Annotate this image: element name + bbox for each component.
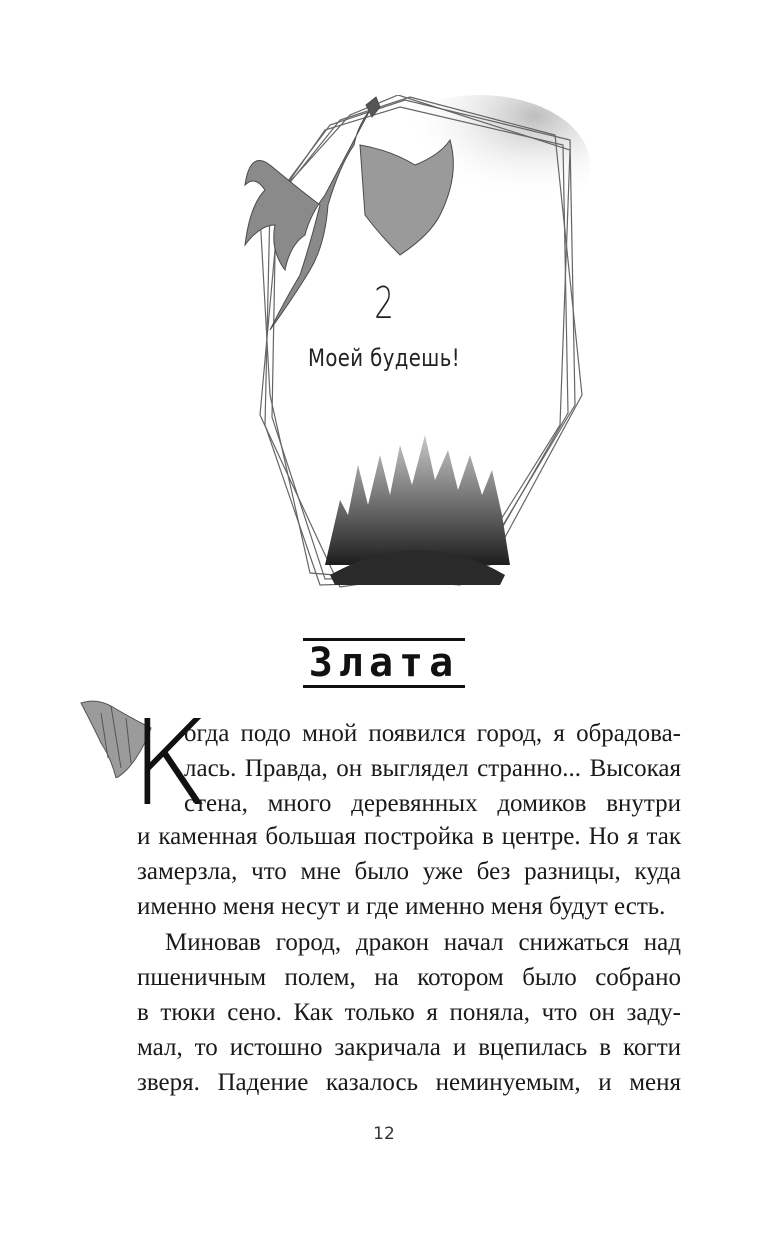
text-line: Миновав город, дракон начал снижаться над — [165, 929, 681, 956]
pov-character-name: Злата — [303, 638, 465, 688]
text-line: пшеничным полем, на котором было собрано — [137, 964, 681, 991]
paragraph-1-indented — [184, 716, 681, 821]
page-number: 12 — [373, 1124, 395, 1144]
text-line: в тюки сено. Как только я поняла, что он заду- — [137, 999, 681, 1026]
text-line: именно меня несут и где именно меня будут есть. — [137, 893, 666, 920]
paragraph-2 — [137, 925, 681, 1100]
chapter-number: 2 — [374, 278, 394, 329]
text-line: замерзла, что мне было уже без разницы, куда — [137, 858, 681, 885]
paragraph-1-continued — [137, 819, 681, 924]
text-line: стена, много деревянных домиков внутри — [184, 790, 681, 817]
text-line: лась. Правда, он выглядел странно... Высокая — [184, 755, 681, 782]
forest-illustration — [325, 435, 510, 585]
text-line: огда подо мной появился город, я обрадова- — [184, 720, 681, 747]
text-line: и каменная большая постройка в центре. Но я так — [137, 823, 681, 850]
text-line: мал, то истошно закричала и вцепилась в когти — [137, 1034, 681, 1061]
drop-cap-letter: К — [130, 694, 210, 832]
pov-character-heading — [0, 638, 768, 688]
chapter-title: Моей будешь! — [307, 344, 461, 372]
text-line: зверя. Падение казалось неминуемым, и меня — [137, 1069, 681, 1096]
